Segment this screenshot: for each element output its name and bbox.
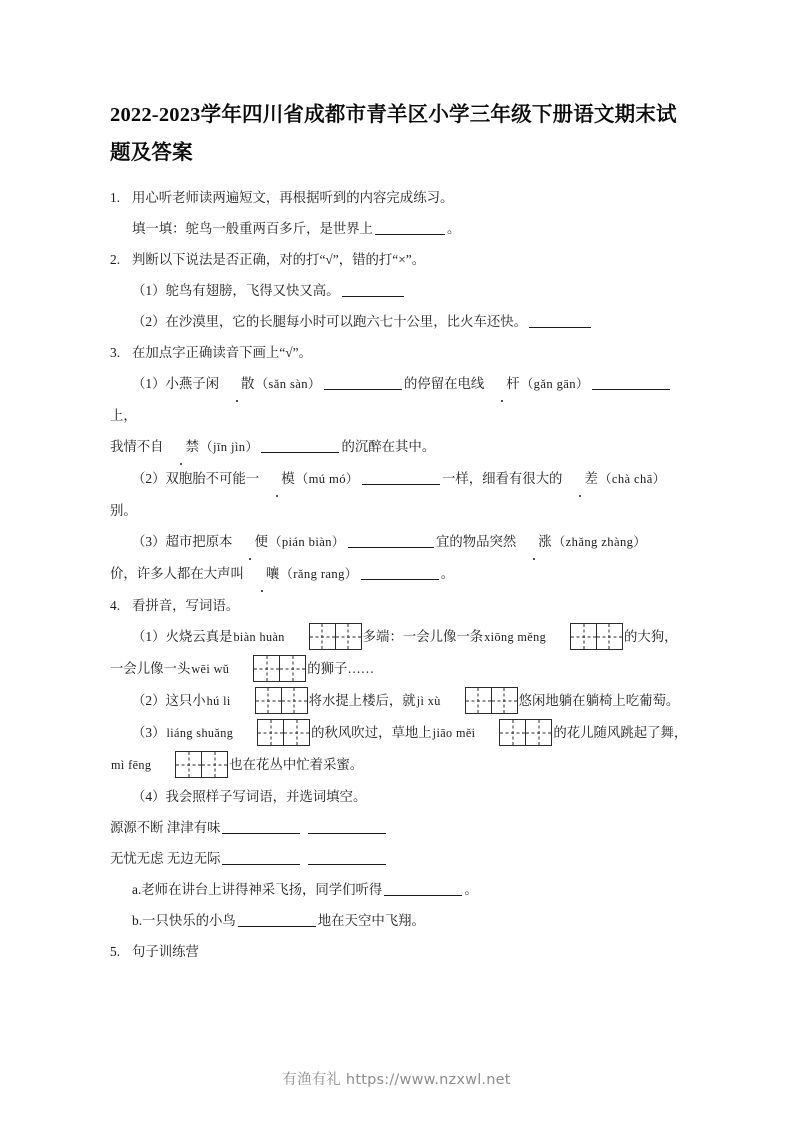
answer-blank[interactable] bbox=[362, 471, 440, 485]
sample-words-1: 源源不断 津津有味 bbox=[110, 820, 221, 835]
question-5-stem: 句子训练营 bbox=[132, 944, 199, 959]
question-4-item-4-stem bbox=[110, 781, 688, 812]
grid-cell[interactable] bbox=[525, 719, 552, 746]
q3-i2-p1: （2）双胞胎不可能一 bbox=[132, 471, 260, 486]
question-4-stem: 看拼音，写词语。 bbox=[132, 598, 240, 613]
q4-i1-p2: 多端：一会儿像一条 bbox=[362, 629, 484, 644]
question-1-stem: 用心听老师读两遍短文，再根据听到的内容完成练习。 bbox=[132, 190, 454, 205]
q4-i2-p3: 悠闲地躺在躺椅上吃葡萄。 bbox=[518, 693, 680, 708]
q4-fill-b-post: 地在天空中飞翔。 bbox=[317, 913, 425, 928]
q4-i3-p3: 的花儿随风跳起了舞， bbox=[553, 725, 688, 740]
q4-i3-p4: 也在花丛中忙着采蜜。 bbox=[229, 757, 364, 772]
answer-blank[interactable] bbox=[324, 376, 402, 390]
answer-blank[interactable] bbox=[529, 314, 591, 328]
question-4-sample-row-2 bbox=[110, 843, 688, 874]
question-2-item-2 bbox=[110, 306, 688, 337]
grid-cell[interactable] bbox=[491, 687, 518, 714]
q3-i1-p1: （1）小燕子闲 bbox=[132, 376, 220, 391]
question-4-sample-row-1 bbox=[110, 812, 688, 843]
answer-blank[interactable] bbox=[361, 566, 439, 580]
pinyin-option: （mú mó） bbox=[295, 472, 359, 486]
grid-cell[interactable] bbox=[279, 655, 306, 682]
pinyin-prompt: liáng shuǎng bbox=[166, 726, 234, 740]
dotted-char: 杆 bbox=[484, 368, 519, 399]
question-4-fill-a bbox=[110, 874, 688, 905]
question-2-item-2-text: （2）在沙漠里，它的长腿每小时可以跑六七十公里，比火车还快。 bbox=[132, 314, 528, 329]
sample-words-2: 无忧无虑 无边无际 bbox=[110, 851, 221, 866]
answer-blank[interactable] bbox=[238, 913, 316, 927]
question-2-stem: 判断以下说法是否正确，对的打“√”，错的打“×”。 bbox=[132, 252, 426, 267]
question-2-item-1-text: （1）鸵鸟有翅膀，飞得又快又高。 bbox=[132, 283, 340, 298]
q4-i1-p1: （1）火烧云真是 bbox=[132, 629, 233, 644]
answer-blank[interactable] bbox=[375, 221, 445, 235]
grid-cell[interactable] bbox=[465, 687, 492, 714]
character-grid[interactable] bbox=[233, 687, 308, 714]
pinyin-option: （gǎn gān） bbox=[520, 377, 589, 391]
answer-blank[interactable] bbox=[384, 882, 462, 896]
question-1 bbox=[110, 182, 688, 213]
q4-fill-a-pre: a.老师在讲台上讲得神采飞扬，同学们听得 bbox=[132, 882, 383, 897]
q4-i3-p1: （3） bbox=[132, 725, 166, 740]
character-grid[interactable] bbox=[235, 719, 310, 746]
pinyin-option: （sǎn sàn） bbox=[255, 377, 321, 391]
question-5 bbox=[110, 936, 688, 967]
character-grid[interactable] bbox=[287, 623, 362, 650]
question-4 bbox=[110, 590, 688, 621]
grid-cell[interactable] bbox=[175, 751, 202, 778]
answer-blank[interactable] bbox=[261, 439, 339, 453]
pinyin-prompt: jiāo měi bbox=[432, 726, 476, 740]
question-3-item-1 bbox=[110, 368, 688, 463]
question-3-number: 3. bbox=[110, 345, 121, 360]
q4-i1-p4: 的狮子…… bbox=[307, 661, 375, 676]
dotted-char: 涨 bbox=[516, 526, 551, 557]
question-4-number: 4. bbox=[110, 598, 121, 613]
question-3-item-2 bbox=[110, 463, 688, 526]
footer-watermark: 有渔有礼 https://www.nzxwl.net bbox=[282, 1072, 511, 1088]
grid-cell[interactable] bbox=[596, 623, 623, 650]
character-grid[interactable] bbox=[548, 623, 623, 650]
q4-i2-p2: 将水提上楼后，就 bbox=[308, 693, 416, 708]
q4-i3-p2: 的秋风吹过，草地上 bbox=[311, 725, 432, 740]
pinyin-option: （jīn jìn） bbox=[199, 440, 259, 454]
grid-cell[interactable] bbox=[255, 687, 282, 714]
pinyin-prompt: jì xù bbox=[416, 694, 441, 708]
dotted-char: 禁 bbox=[164, 431, 199, 462]
dotted-char: 便 bbox=[232, 526, 267, 557]
answer-blank[interactable] bbox=[308, 820, 386, 834]
answer-blank[interactable] bbox=[308, 851, 386, 865]
q3-i2-p2: 一样，细看有很大的 bbox=[441, 471, 563, 486]
q3-i1-p4: 我情不自 bbox=[110, 439, 164, 454]
q4-i2-p1: （2）这只小 bbox=[132, 693, 206, 708]
grid-cell[interactable] bbox=[309, 623, 336, 650]
dotted-char: 散 bbox=[219, 368, 254, 399]
pinyin-option: （zhǎng zhàng） bbox=[552, 535, 647, 549]
pinyin-prompt: hú li bbox=[206, 694, 231, 708]
question-5-number: 5. bbox=[110, 944, 121, 959]
question-1-sub-1-period: 。 bbox=[447, 221, 461, 236]
question-2-number: 2. bbox=[110, 252, 121, 267]
pinyin-option: （pián biàn） bbox=[268, 535, 345, 549]
question-2-item-1 bbox=[110, 275, 688, 306]
answer-blank[interactable] bbox=[342, 283, 404, 297]
character-grid[interactable] bbox=[443, 687, 518, 714]
question-1-sub-1-text: 填一填：鸵鸟一般重两百多斤，是世界上 bbox=[132, 221, 374, 236]
question-3-item-3 bbox=[110, 526, 688, 590]
q4-i1-p3: 的大狗，一会儿像一头 bbox=[110, 629, 678, 676]
grid-cell[interactable] bbox=[499, 719, 526, 746]
pinyin-option: （rǎng rang） bbox=[280, 567, 358, 581]
page-title: 2022-2023学年四川省成都市青羊区小学三年级下册语文期末试题及答案 bbox=[110, 104, 677, 164]
q3-i3-p1: （3）超市把原本 bbox=[132, 534, 233, 549]
grid-cell[interactable] bbox=[335, 623, 362, 650]
grid-cell[interactable] bbox=[283, 719, 310, 746]
q3-i3-p4: 。 bbox=[440, 566, 455, 581]
pinyin-prompt: wēi wǔ bbox=[191, 662, 230, 676]
question-4-item-3 bbox=[110, 717, 688, 781]
q3-i1-p3: 上， bbox=[110, 408, 137, 423]
answer-blank[interactable] bbox=[222, 820, 300, 834]
pinyin-prompt: mì fēng bbox=[111, 758, 152, 772]
q3-i1-p2: 的停留在电线 bbox=[403, 376, 485, 391]
q4-fill-b-pre: b.一只快乐的小鸟 bbox=[132, 913, 236, 928]
pinyin-option: （chà chā） bbox=[598, 472, 666, 486]
character-grid[interactable] bbox=[231, 655, 306, 682]
dotted-char: 嚷 bbox=[244, 558, 279, 589]
character-grid[interactable] bbox=[477, 719, 552, 746]
answer-blank[interactable] bbox=[348, 534, 434, 548]
q3-i2-p3: 别。 bbox=[110, 503, 137, 518]
question-4-item-1 bbox=[110, 621, 688, 685]
q4-i4-stem-text: （4）我会照样子写词语，并选词填空。 bbox=[132, 789, 367, 804]
answer-blank[interactable] bbox=[222, 851, 300, 865]
question-1-sub-1 bbox=[110, 213, 688, 244]
dotted-char: 模 bbox=[259, 463, 294, 494]
grid-cell[interactable] bbox=[281, 687, 308, 714]
exam-body bbox=[110, 182, 688, 967]
question-2 bbox=[110, 244, 688, 275]
grid-cell[interactable] bbox=[253, 655, 280, 682]
grid-cell[interactable] bbox=[257, 719, 284, 746]
question-3 bbox=[110, 337, 688, 368]
pinyin-prompt: xiōng měng bbox=[484, 630, 547, 644]
answer-blank[interactable] bbox=[592, 376, 670, 390]
question-3-stem: 在加点字正确读音下画上“√”。 bbox=[132, 345, 312, 360]
dotted-char: 差 bbox=[562, 463, 597, 494]
question-4-fill-b bbox=[110, 905, 688, 936]
q3-i3-p3: 价，许多人都在大声叫 bbox=[110, 566, 244, 581]
question-4-item-2 bbox=[110, 685, 688, 717]
q3-i1-p5: 的沉醉在其中。 bbox=[341, 439, 436, 454]
q4-fill-a-post: 。 bbox=[464, 882, 478, 897]
grid-cell[interactable] bbox=[570, 623, 597, 650]
question-1-number: 1. bbox=[110, 190, 121, 205]
pinyin-prompt: biàn huàn bbox=[233, 630, 285, 644]
character-grid[interactable] bbox=[153, 751, 228, 778]
q3-i3-p2: 宜的物品突然 bbox=[435, 534, 517, 549]
grid-cell[interactable] bbox=[201, 751, 228, 778]
